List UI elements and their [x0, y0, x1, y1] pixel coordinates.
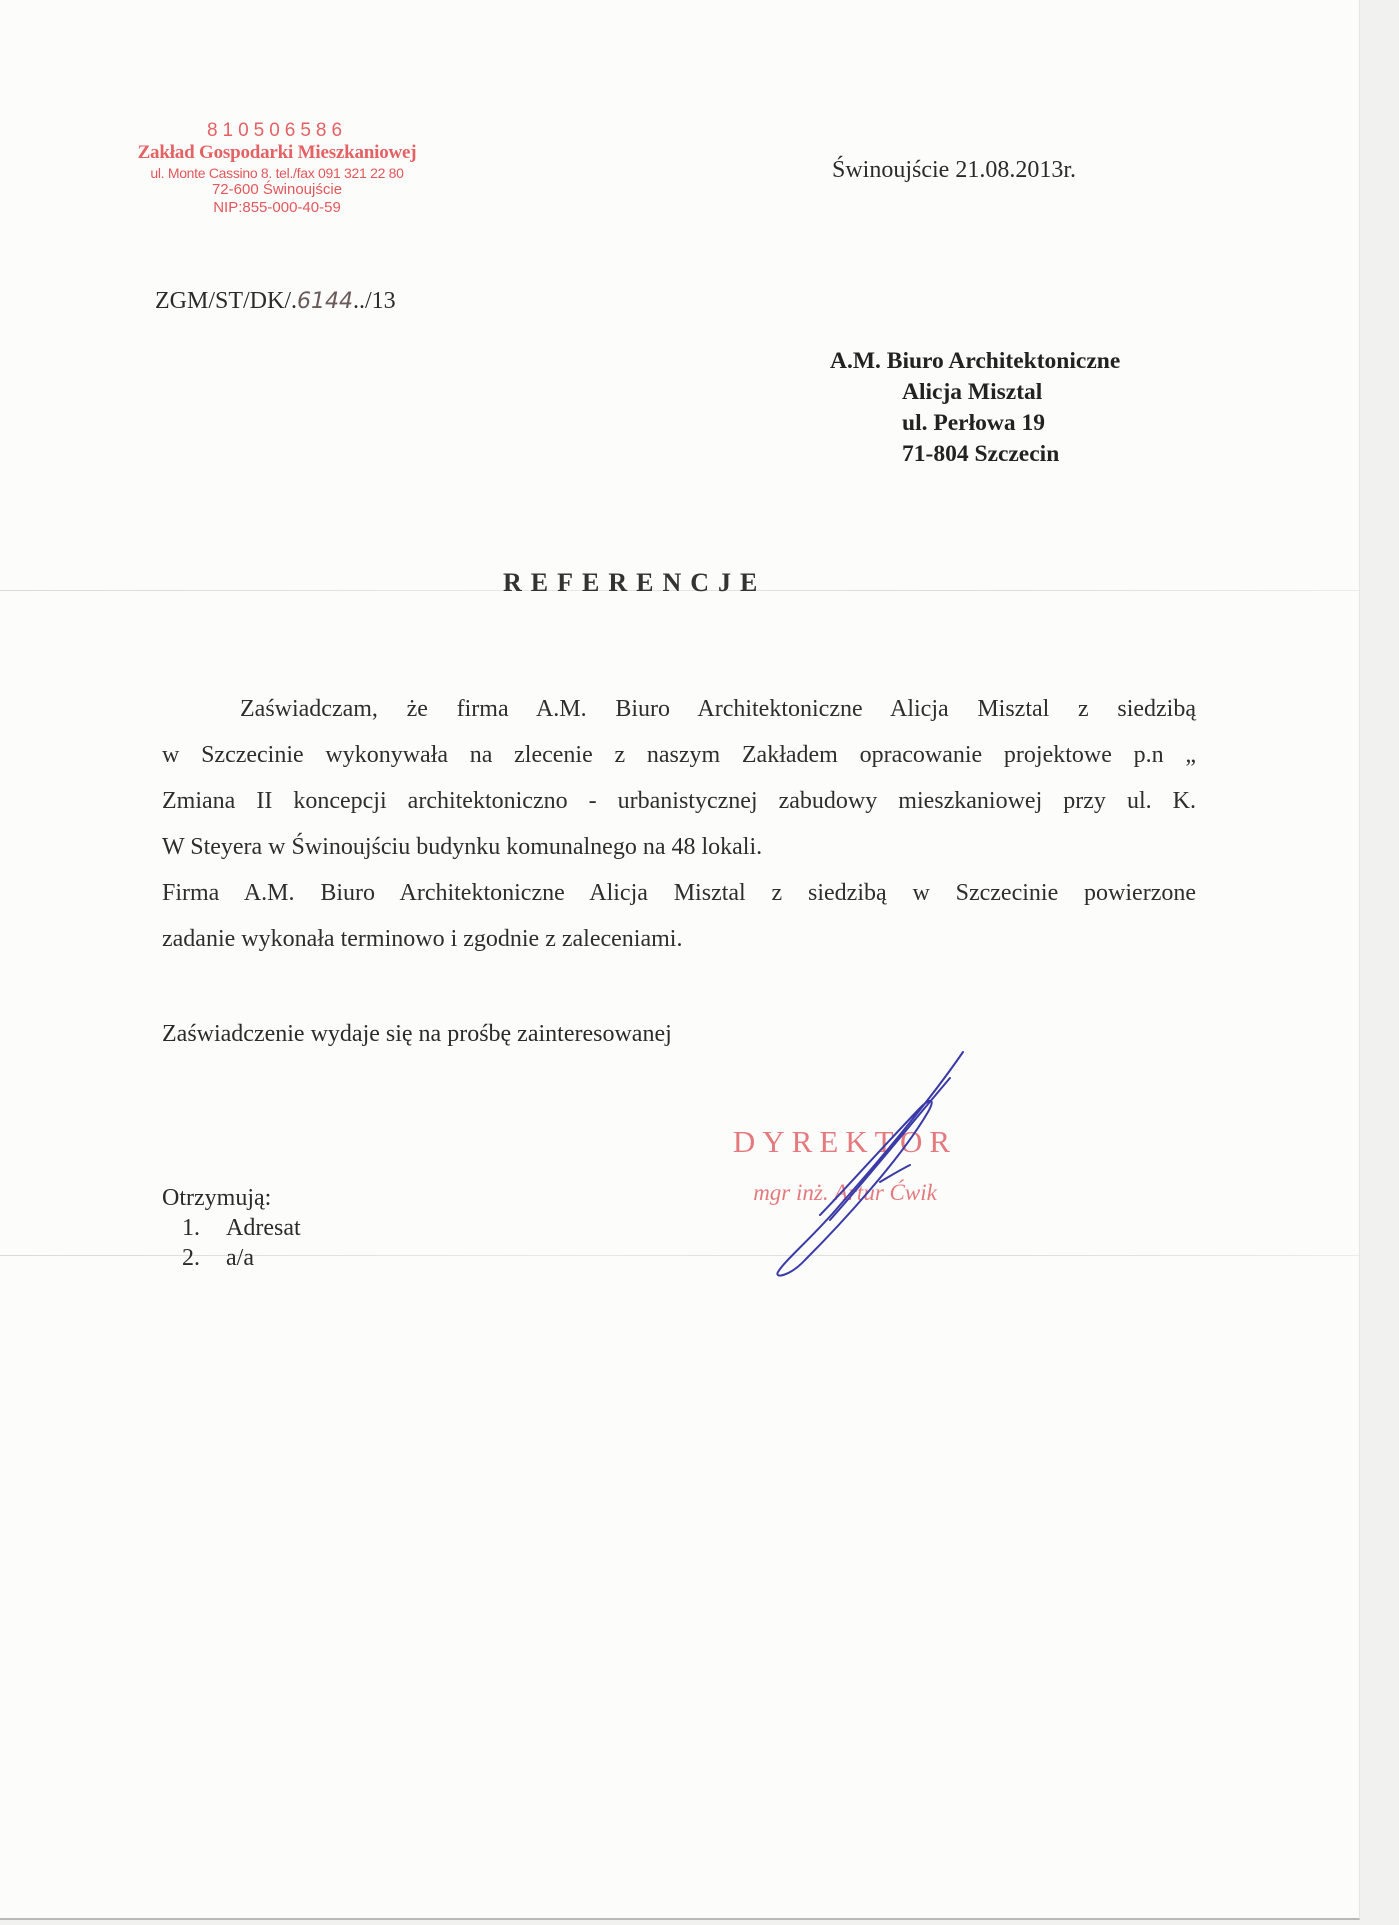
recipient-city: 71-804 Szczecin — [902, 441, 1060, 467]
recipient-address — [830, 346, 1120, 470]
recipient-name: Alicja Misztal — [902, 379, 1043, 405]
recipient-company: A.M. Biuro Architektoniczne — [830, 348, 1121, 374]
stamp-address: ul. Monte Cassino 8. tel./fax 091 321 22 80 — [150, 164, 404, 181]
closing-statement: Zaświadczenie wydaje się na prośbę zainteresowanej — [162, 1021, 672, 1047]
body-text — [162, 686, 1196, 962]
reference-prefix: ZGM/ST/DK/. — [155, 288, 298, 314]
reference-number — [155, 288, 396, 315]
signatory-role: DYREKTOR — [732, 1124, 958, 1159]
stamp-organization: Zakład Gospodarki Mieszkaniowej — [137, 142, 417, 164]
body-line: Zmiana II koncepcji architektoniczno - urbanistycznej zabudowy mieszkaniowej przy ul. K. — [162, 788, 1196, 814]
document-title: REFERENCJE — [503, 568, 767, 597]
recipient-street: ul. Perłowa 19 — [902, 410, 1045, 436]
letterhead-stamp — [118, 120, 436, 217]
stamp-nip: NIP:855-000-40-59 — [213, 199, 341, 217]
handwritten-signature — [760, 1050, 1000, 1280]
distribution-item: 1. Adresat — [206, 1213, 301, 1243]
signature-stroke — [777, 1052, 963, 1276]
place-date: Świnoujście 21.08.2013r. — [832, 157, 1076, 183]
reference-suffix: ../13 — [353, 288, 396, 314]
signatory-name: mgr inż. Artur Ćwik — [753, 1180, 937, 1205]
body-line: Firma A.M. Biuro Architektoniczne Alicja Misztal z siedzibą w Szczecinie powierzone — [162, 880, 1196, 906]
stamp-postal-city: 72-600 Świnoujście — [211, 181, 343, 199]
distribution-list — [162, 1183, 301, 1273]
body-line: w Szczecinie wykonywała na zlecenie z naszym Zakładem opracowanie projektowe p.n „ — [162, 742, 1196, 768]
stamp-regon: 810506586 — [206, 120, 348, 141]
distribution-label: Otrzymują: — [162, 1185, 272, 1211]
distribution-item: 2. a/a — [206, 1243, 301, 1273]
reference-handwritten-number: 6144 — [297, 289, 354, 314]
body-line: zadanie wykonała terminowo i zgodnie z zaleceniami. — [162, 926, 683, 952]
body-line: Zaświadczam, że firma A.M. Biuro Architektoniczne Alicja Misztal z siedzibą — [240, 696, 1196, 722]
body-line: W Steyera w Świnoujściu budynku komunalnego na 48 lokali. — [162, 834, 763, 860]
